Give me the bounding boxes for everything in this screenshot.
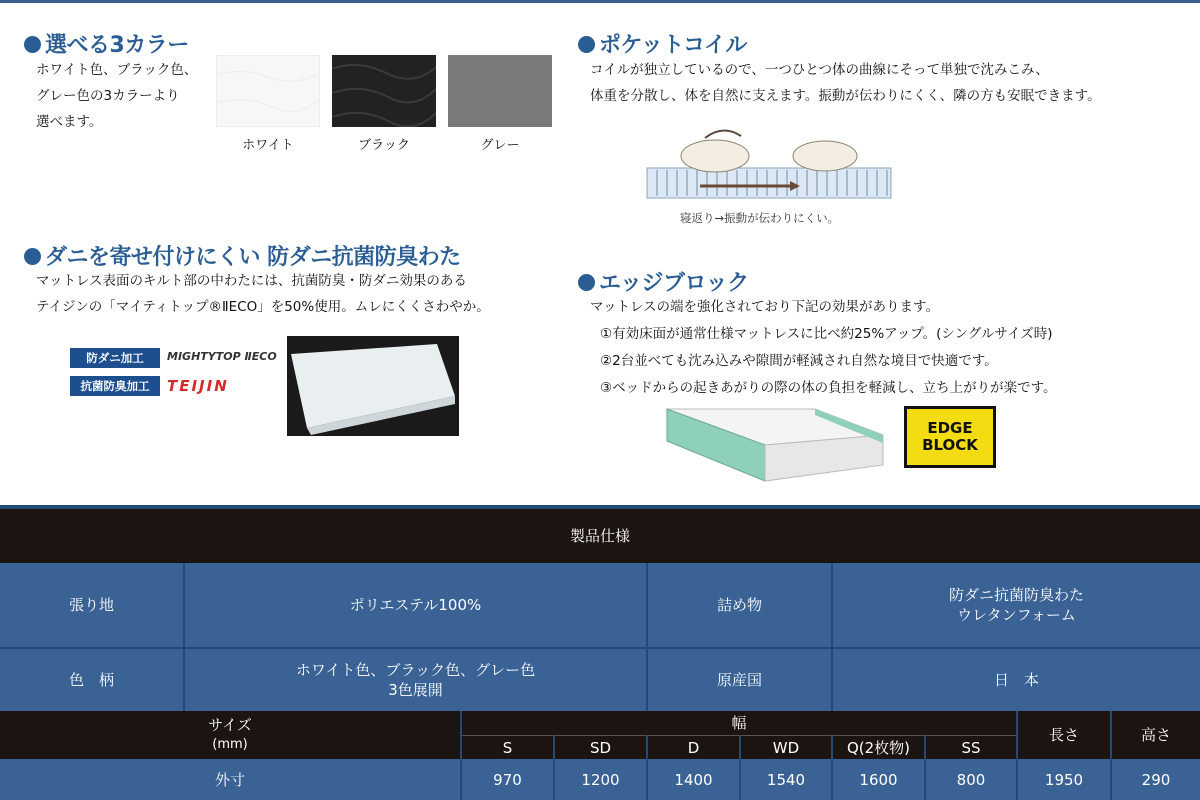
spec-key-origin: 原産国 bbox=[648, 649, 831, 711]
height-header: 高さ bbox=[1112, 711, 1200, 759]
spec-title: 製品仕様 bbox=[0, 509, 1200, 563]
edge-heading: エッジブロック bbox=[578, 266, 749, 297]
pocket-coil-illustration bbox=[645, 120, 895, 210]
swatch-label-black: ブラック bbox=[358, 138, 410, 153]
size-s: S bbox=[462, 735, 553, 759]
antibacterial-tag: 抗菌防臭加工 bbox=[70, 376, 160, 396]
mite-heading: ダニを寄せ付けにくい 防ダニ抗菌防臭わた bbox=[24, 240, 461, 271]
outer-d: 1400 bbox=[648, 759, 739, 800]
bullet-icon bbox=[578, 274, 595, 291]
size-d: D bbox=[648, 735, 739, 759]
colors-heading: 選べる3カラー bbox=[24, 28, 189, 59]
padding-photo bbox=[287, 336, 459, 436]
colors-description: ホワイト色、ブラック色、 グレー色の3カラーより 選べます。 bbox=[36, 62, 198, 130]
size-header: サイズ (mm) bbox=[0, 711, 460, 759]
spec-key-color: 色 柄 bbox=[0, 649, 183, 711]
outer-q: 1600 bbox=[833, 759, 924, 800]
outer-ss: 800 bbox=[926, 759, 1016, 800]
mattress-illustration bbox=[665, 405, 885, 485]
swatch-label-gray: グレー bbox=[480, 138, 520, 153]
outer-sd: 1200 bbox=[555, 759, 646, 800]
edge-description: マットレスの端を強化されており下記の効果があります。 ①有効床面が通常仕様マットレスに比べ約25%アップ。(シングルサイズ時) ②2台並べても沈み込みや隙間が軽減され自然な境目で快適です。 ③ベッドからの起きあがりの際の体の負担を軽減し、立ち上がりが楽です。 bbox=[590, 299, 1057, 396]
spec-table bbox=[0, 505, 1200, 800]
top-border bbox=[0, 0, 1200, 3]
spec-val-filling: 防ダニ抗菌防臭わた ウレタンフォーム bbox=[833, 563, 1200, 647]
mightytop-logo: MIGHTYTOP ⅡECO bbox=[167, 350, 277, 363]
outer-label: 外寸 bbox=[0, 759, 460, 800]
size-ss: SS bbox=[926, 735, 1016, 759]
anti-mite-tag: 防ダニ加工 bbox=[70, 348, 160, 368]
coil-caption: 寝返り→振動が伝わりにくい。 bbox=[680, 211, 840, 225]
swatch-black bbox=[332, 55, 436, 127]
bullet-icon bbox=[578, 36, 595, 53]
mite-description: マットレス表面のキルト部の中わたには、抗菌防臭・防ダニ効果のある テイジンの「マイティトップ®ⅡECO」を50%使用。ムレにくくさわやか。 bbox=[36, 273, 490, 315]
size-sd: SD bbox=[555, 735, 646, 759]
outer-wd: 1540 bbox=[741, 759, 831, 800]
spec-val-color: ホワイト色、ブラック色、グレー色 3色展開 bbox=[185, 649, 646, 711]
spec-val-origin: 日 本 bbox=[833, 649, 1200, 711]
length-header: 長さ bbox=[1018, 711, 1110, 759]
coil-heading: ポケットコイル bbox=[578, 28, 747, 59]
size-wd: WD bbox=[741, 735, 831, 759]
swatch-label-white: ホワイト bbox=[242, 138, 294, 153]
bullet-icon bbox=[24, 36, 41, 53]
spec-key-fabric: 張り地 bbox=[0, 563, 183, 647]
bullet-icon bbox=[24, 248, 41, 265]
spec-val-fabric: ポリエステル100% bbox=[185, 563, 646, 647]
outer-s: 970 bbox=[462, 759, 553, 800]
coil-description: コイルが独立しているので、一つひとつ体の曲線にそって単独で沈みこみ、 体重を分散し、体を自然に支えます。振動が伝わりにくく、隣の方も安眠できます。 bbox=[590, 62, 1101, 104]
outer-height: 290 bbox=[1112, 759, 1200, 800]
swatch-white bbox=[216, 55, 320, 127]
teijin-logo: TEIJIN bbox=[167, 377, 229, 395]
size-q: Q(2枚物) bbox=[833, 735, 924, 759]
width-header: 幅 bbox=[462, 711, 1016, 735]
edge-block-logo: EDGE BLOCK bbox=[904, 406, 996, 468]
outer-length: 1950 bbox=[1018, 759, 1110, 800]
swatch-gray bbox=[448, 55, 552, 127]
spec-key-filling: 詰め物 bbox=[648, 563, 831, 647]
